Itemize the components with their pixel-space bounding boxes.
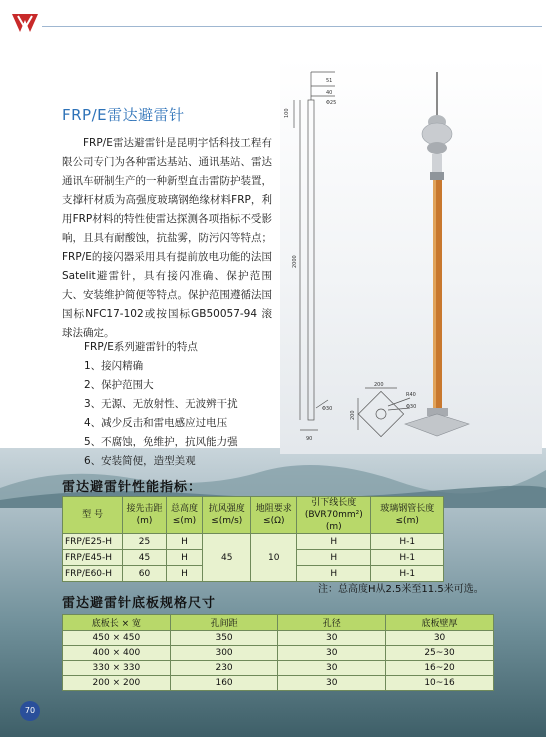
technical-drawing: [294, 72, 410, 437]
table-cell: 16~20: [386, 661, 494, 676]
table-header-row: [63, 615, 494, 631]
table-cell: 30: [278, 676, 386, 691]
table-cell: FRP/E60-H: [63, 566, 123, 582]
base-plate-table: [62, 614, 494, 691]
feature-item: 4、减少反击和雷电感应过电压: [84, 417, 228, 429]
table-cell: 350: [170, 631, 278, 646]
table-cell: 45: [203, 534, 251, 582]
table-cell: FRP/E45-H: [63, 550, 123, 566]
table-cell: 200 × 200: [63, 676, 171, 691]
table-row: [63, 676, 494, 691]
column-header: 底板壁厚: [386, 615, 494, 631]
dim-label: 90: [306, 436, 313, 442]
dim-label: 200: [374, 382, 384, 388]
table-cell: 300: [170, 646, 278, 661]
company-logo-icon: [10, 12, 40, 34]
column-header: 底板长 × 宽: [63, 615, 171, 631]
table-cell: 400 × 400: [63, 646, 171, 661]
column-header: 接先击距 (m): [123, 497, 167, 534]
dim-label: Φ30: [322, 406, 333, 412]
column-header: 抗风强度 ≤(m/s): [203, 497, 251, 534]
dim-label: 2000: [292, 255, 298, 268]
table-cell: 30: [278, 646, 386, 661]
feature-item: 1、接闪精确: [84, 360, 144, 372]
lightning-rod-illustration: [405, 72, 469, 436]
header-rule: [42, 26, 542, 27]
table-cell: 10: [251, 534, 297, 582]
table-cell: 30: [386, 631, 494, 646]
feature-item: 6、安装简便，造型美观: [84, 455, 196, 467]
table-cell: 25: [123, 534, 167, 550]
column-header: 孔径: [278, 615, 386, 631]
table-cell: 450 × 450: [63, 631, 171, 646]
spec-table: [62, 496, 444, 582]
column-header: 型 号: [63, 497, 123, 534]
header-strip: [0, 0, 546, 40]
table-cell: 230: [170, 661, 278, 676]
column-header: 引下线长度 (BVR70mm²)(m): [297, 497, 371, 534]
table-cell: H: [297, 550, 371, 566]
feature-item: 2、保护范围大: [84, 379, 154, 391]
dim-label: 200: [350, 410, 356, 420]
table-cell: 330 × 330: [63, 661, 171, 676]
column-header: 地阻要求 ≤(Ω): [251, 497, 297, 534]
dim-label: Φ30: [406, 404, 417, 410]
page-number-badge: 70: [20, 701, 40, 721]
dim-label: R40: [406, 392, 416, 398]
dim-label: 40: [326, 90, 333, 96]
table-cell: H: [166, 534, 202, 550]
table-row: [63, 646, 494, 661]
table-cell: H: [166, 550, 202, 566]
table-cell: 160: [170, 676, 278, 691]
table-cell: FRP/E25-H: [63, 534, 123, 550]
base-section-title: 雷达避雷针底板规格尺寸: [62, 596, 217, 611]
page-title: FRP/E雷达避雷针: [62, 106, 185, 124]
feature-item: 5、不腐蚀，免维护，抗风能力强: [84, 436, 238, 448]
table-cell: 10~16: [386, 676, 494, 691]
table-row: [63, 631, 494, 646]
column-header: 玻璃钢管长度 ≤(m): [371, 497, 444, 534]
table-cell: 30: [278, 661, 386, 676]
table-cell: H: [297, 566, 371, 582]
table-header-row: [63, 497, 444, 534]
dim-label: 51: [326, 78, 333, 84]
table-cell: H-1: [371, 550, 444, 566]
table-cell: H: [297, 534, 371, 550]
table-cell: H-1: [371, 534, 444, 550]
product-figure: [280, 58, 542, 454]
features-heading: FRP/E系列避雷针的特点: [84, 341, 198, 353]
spec-section-title: 雷达避雷针性能指标：: [62, 480, 203, 495]
table-cell: H: [166, 566, 202, 582]
table-cell: 60: [123, 566, 167, 582]
column-header: 孔间距: [170, 615, 278, 631]
height-note: 注：总高度H从2.5米至11.5米可选。: [318, 584, 484, 595]
product-description: FRP/E雷达避雷针是昆明宇恬科技工程有限公司专门为各种雷达基站、通讯基站、雷达通讯车研制生产的一种新型直击雷防护装置，支撑杆材质为高强度玻璃钢绝缘材料FRP，利用FRP材料的特性使雷达探测各项指标不受影响，且具有耐酸蚀，抗盐雾，防污闪等特点；FRP/E的接闪器采用具有提前放电功能的法国Satelit避雷针，具有接闪准确、保护范围大、安装维护简便等特点。保护范围遵循法国国标NFC17-102或按国标GB50057-94 滚球法确定。: [62, 137, 272, 339]
feature-item: 3、无源、无放射性、无波辨干扰: [84, 398, 238, 410]
table-cell: 30: [278, 631, 386, 646]
features-list: [84, 357, 238, 471]
table-cell: 25~30: [386, 646, 494, 661]
table-row: [63, 661, 494, 676]
table-cell: H-1: [371, 566, 444, 582]
table-cell: 45: [123, 550, 167, 566]
dim-label: Φ25: [326, 100, 337, 106]
table-row: [63, 534, 444, 550]
dim-label: 100: [284, 108, 290, 118]
column-header: 总高度 ≤(m): [166, 497, 202, 534]
